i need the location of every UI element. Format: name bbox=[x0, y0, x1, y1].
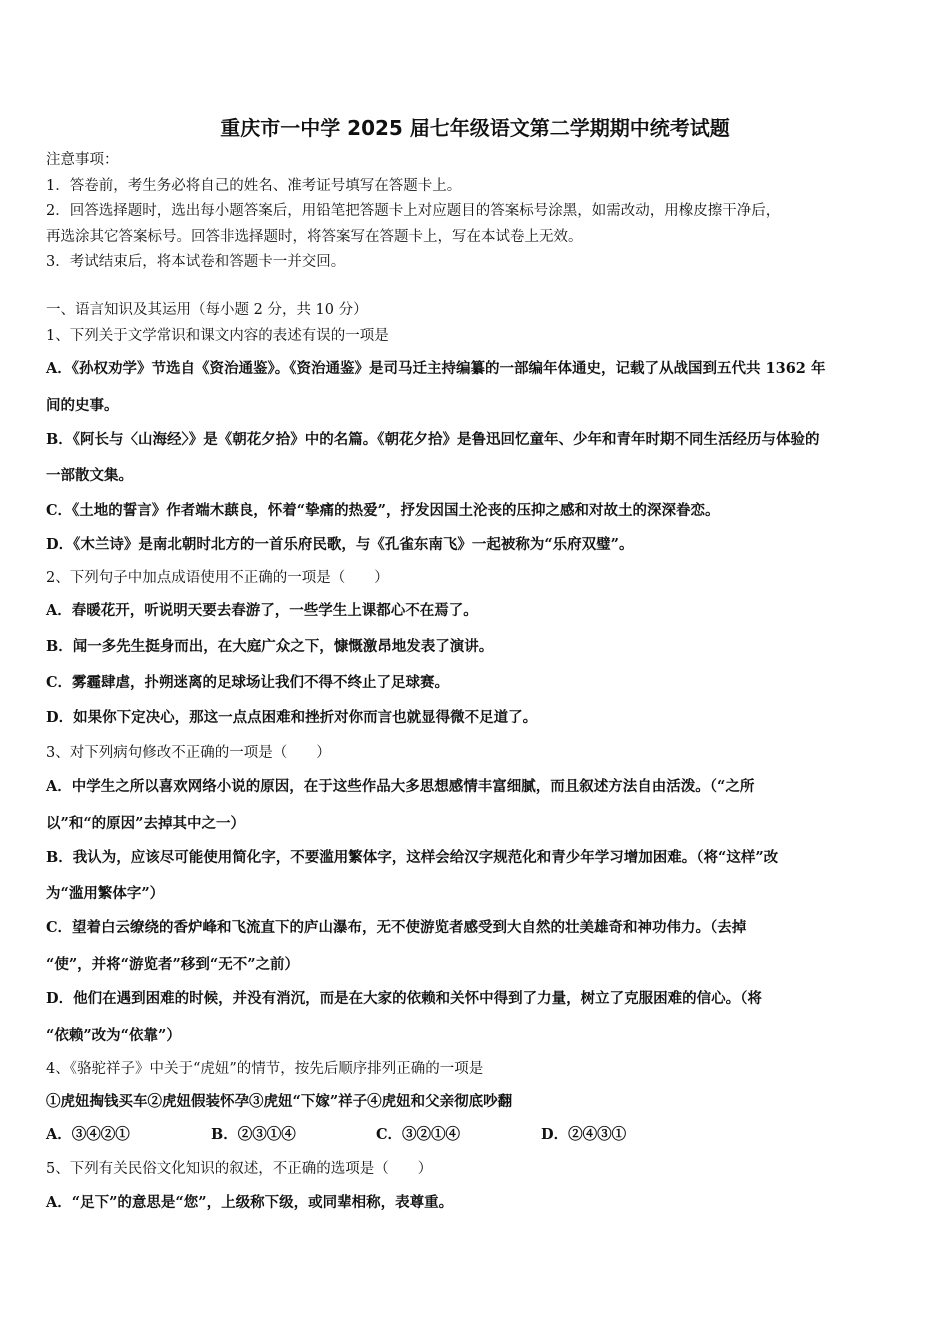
option-line: A．中学生之所以喜欢网络小说的原因，在于这些作品大多思想感情丰富细腻，而且叙述方法自由活泼。（“之所 bbox=[46, 778, 755, 795]
option-line: C．《土地的誓言》作者端木蕻良，怀着“挚痛的热爱”，抒发因国土沦丧的压抑之感和对故土的深深眷恋。 bbox=[46, 502, 720, 519]
notice-item: 2．回答选择题时，选出每小题答案后，用铅笔把答题卡上对应题目的答案标号涂黑，如需改动，用橡皮擦干净后， bbox=[46, 203, 781, 219]
option-line: A．“足下”的意思是“您”，上级称下级，或同辈相称，表尊重。 bbox=[46, 1194, 454, 1211]
option-line: 间的史事。 bbox=[46, 397, 119, 414]
notice-item: 再选涂其它答案标号。回答非选择题时，将答案写在答题卡上，写在本试卷上无效。 bbox=[46, 229, 583, 245]
option-line: “依赖”改为“依靠”） bbox=[46, 1027, 181, 1044]
option-b: B．②③①④ bbox=[211, 1126, 296, 1143]
question-stem: 3、对下列病句修改不正确的一项是（ ） bbox=[46, 745, 331, 761]
option-line: B．闻一多先生挺身而出，在大庭广众之下，慷慨激昂地发表了演讲。 bbox=[46, 638, 494, 655]
question-stem: 1、下列关于文学常识和课文内容的表述有误的一项是 bbox=[46, 328, 389, 344]
option-line: D．《木兰诗》是南北朝时北方的一首乐府民歌，与《孔雀东南飞》一起被称为“乐府双璧”。 bbox=[46, 536, 634, 553]
page-title: 重庆市一中学 2025 届七年级语文第二学期期中统考试题 bbox=[220, 116, 730, 140]
event-list: ①虎妞掏钱买车②虎妞假装怀孕③虎妞“下嫁”祥子④虎妞和父亲彻底吵翻 bbox=[46, 1093, 513, 1110]
notice-item: 3．考试结束后，将本试卷和答题卡一并交回。 bbox=[46, 254, 346, 270]
option-line: A．春暖花开，听说明天要去春游了，一些学生上课都心不在焉了。 bbox=[46, 602, 478, 619]
option-line: 一部散文集。 bbox=[46, 467, 133, 484]
question-stem: 5、下列有关民俗文化知识的叙述，不正确的选项是（ ） bbox=[46, 1161, 433, 1177]
option-d: D．②④③① bbox=[541, 1126, 627, 1143]
notice-item: 1．答卷前，考生务必将自己的姓名、准考证号填写在答题卡上。 bbox=[46, 178, 462, 194]
option-line: D．他们在遇到困难的时候，并没有消沉，而是在大家的依赖和关怀中得到了力量，树立了克服困难的信心。（将 bbox=[46, 990, 762, 1007]
option-line: A．《孙权劝学》节选自《资治通鉴》。《资治通鉴》是司马迁主持编纂的一部编年体通史，记载了从战国到五代共 1362 年 bbox=[46, 360, 826, 377]
option-line: D．如果你下定决心，那这一点点困难和挫折对你而言也就显得微不足道了。 bbox=[46, 709, 538, 726]
option-row bbox=[46, 1125, 908, 1145]
option-line: B．《阿长与〈山海经〉》是《朝花夕拾》中的名篇。《朝花夕拾》是鲁迅回忆童年、少年和青年时期不同生活经历与体验的 bbox=[46, 431, 820, 448]
question-stem: 2、下列句子中加点成语使用不正确的一项是（ ） bbox=[46, 570, 389, 586]
option-line: 以”和“的原因”去掉其中之一） bbox=[46, 815, 246, 832]
option-c: C．③②①④ bbox=[376, 1126, 461, 1143]
option-line: C．望着白云缭绕的香炉峰和飞流直下的庐山瀑布，无不使游览者感受到大自然的壮美雄奇和神功伟力。（去掉 bbox=[46, 919, 747, 936]
option-line: B．我认为，应该尽可能使用简化字，不要滥用繁体字，这样会给汉字规范化和青少年学习增加困难。（将“这样”改 bbox=[46, 849, 779, 866]
notice-heading: 注意事项： bbox=[46, 152, 119, 168]
option-line: C．雾霾肆虐，扑朔迷离的足球场让我们不得不终止了足球赛。 bbox=[46, 674, 450, 691]
option-line: 为“滥用繁体字”） bbox=[46, 885, 165, 902]
option-line: “使”，并将“游览者”移到“无不”之前） bbox=[46, 956, 300, 973]
option-a: A．③④②① bbox=[46, 1126, 130, 1143]
section-heading: 一、语言知识及其运用（每小题 2 分，共 10 分） bbox=[46, 302, 368, 318]
question-stem: 4、《骆驼祥子》中关于“虎妞”的情节，按先后顺序排列正确的一项是 bbox=[46, 1061, 484, 1077]
